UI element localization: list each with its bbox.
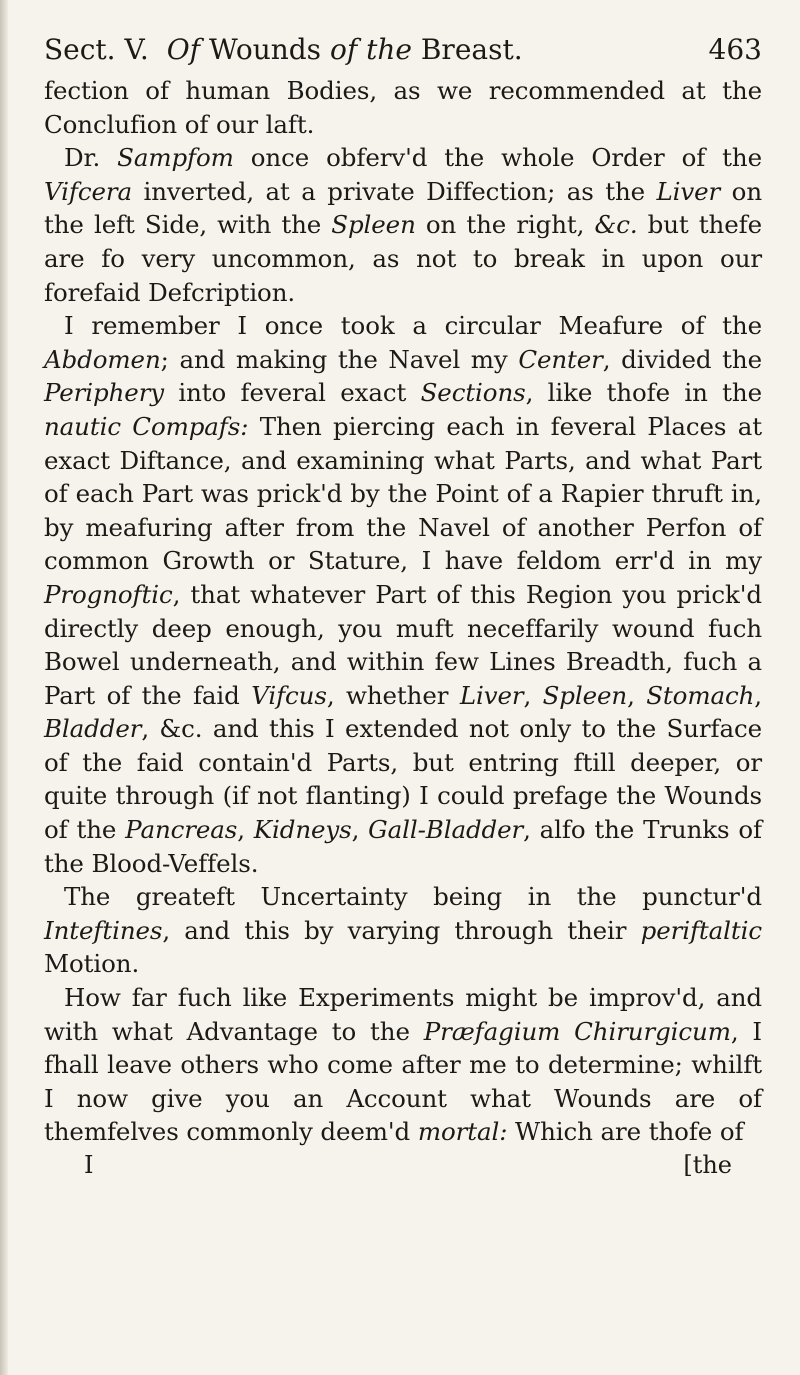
text-run: How far fuch like Experiments might be improv'd, and with what Advantage to the	[44, 983, 762, 1046]
paragraph	[44, 74, 762, 141]
italic-run: Center	[518, 344, 603, 374]
text-run: The greateft Uncertainty being in the punctur'd	[64, 882, 762, 912]
text-run: Dr.	[64, 143, 118, 173]
title-breast: Breast.	[420, 33, 523, 66]
text-run: ; and making the Navel my	[160, 344, 519, 374]
text-run: ,	[627, 680, 647, 710]
text-run: ,	[351, 815, 369, 845]
italic-run: mortal:	[417, 1117, 508, 1147]
italic-run: periftaltic	[640, 915, 762, 945]
title-wounds: Wounds	[208, 33, 322, 66]
text-run: , I fhall leave others who come after me to determine; whilft I now give you an Account what Wounds are of themfelves commonly deem'd	[44, 1016, 762, 1147]
text-run: Then piercing each in feveral Places at exact Diftance, and examining what Parts, and what Part of each Part was prick'd by the Point of a Rapier thruft in, by meafuring after from the Navel of another Perfon of common Growth or Stature, I have feldom err'd in my	[44, 411, 762, 576]
italic-run: Gall-Bladder	[368, 815, 524, 845]
italic-run: Vifcus	[251, 680, 327, 710]
body-text	[44, 74, 762, 1149]
italic-run: &c.	[594, 210, 638, 240]
italic-run: Liver	[459, 680, 524, 710]
title-of-the: of the	[329, 33, 412, 66]
text-run: inverted, at a private Diffection; as the	[132, 176, 657, 206]
paragraph	[44, 309, 762, 880]
text-run: on the right,	[415, 210, 595, 240]
paragraph	[44, 141, 762, 309]
section-label: Sect. V.	[44, 33, 149, 66]
italic-run: Periphery	[44, 378, 165, 408]
text-run: , like thofe in the	[525, 378, 762, 408]
italic-run: nautic Compafs:	[44, 411, 249, 441]
text-run: , that whatever Part of this Region you prick'd directly deep enough, you muft neceffarily wound fuch Bowel underneath, and within few Lines Breadth, fuch a Part of the faid	[44, 579, 762, 710]
text-run: but thefe are fo very uncommon, as not to break in upon our forefaid Defcription.	[44, 210, 762, 307]
paragraph	[44, 981, 762, 1149]
italic-run: Prognoftic	[44, 579, 173, 609]
italic-run: Spleen	[542, 680, 628, 710]
text-run: , divided the	[602, 344, 762, 374]
text-run: , &c. and this I extended not only to the Surface of the faid contain'd Parts, but entring ftill deeper, or quite through (if not flanting) I could prefage the Wounds of the	[44, 714, 762, 845]
text-run: I remember I once took a circular Meafure of the	[64, 311, 762, 341]
text-run: ,	[237, 815, 254, 845]
text-run: ,	[523, 680, 543, 710]
page-number: 463	[708, 33, 762, 66]
text-run: , whether	[326, 680, 460, 710]
text-run: , and this by varying through their	[162, 915, 641, 945]
italic-run: Præfagium Chirurgicum	[423, 1016, 731, 1046]
page-gutter-shadow	[0, 0, 8, 1375]
italic-run: Sampfom	[117, 143, 234, 173]
running-title	[167, 30, 709, 70]
italic-run: Vifcera	[44, 176, 133, 206]
text-run: , alfo the Trunks of the Blood-Veffels.	[44, 815, 762, 878]
italic-run: Bladder	[44, 714, 142, 744]
text-run: Which are thofe of	[507, 1117, 744, 1147]
italic-run: Inteftines	[44, 915, 163, 945]
italic-run: Liver	[656, 176, 721, 206]
italic-run: Spleen	[331, 210, 416, 240]
italic-run: Kidneys	[253, 815, 352, 845]
text-run: on the left Side, with the	[44, 176, 762, 240]
running-header	[44, 30, 762, 74]
text-run: fection of human Bodies, as we recommended at the Conclufion of our laft.	[44, 76, 762, 139]
text-run: Motion.	[44, 949, 140, 979]
paragraph	[44, 880, 762, 981]
text-run: ,	[754, 680, 762, 710]
italic-run: Pancreas	[125, 815, 238, 845]
catchword: [the	[683, 1151, 732, 1179]
page-footer	[44, 1149, 762, 1182]
text-run: into feveral exact	[164, 378, 421, 408]
title-of: Of	[166, 33, 201, 66]
text-run: once obferv'd the whole Order of the	[233, 143, 762, 173]
italic-run: Stomach	[646, 680, 755, 710]
italic-run: Sections	[420, 378, 526, 408]
italic-run: Abdomen	[44, 344, 161, 374]
signature-mark: I	[84, 1151, 94, 1179]
